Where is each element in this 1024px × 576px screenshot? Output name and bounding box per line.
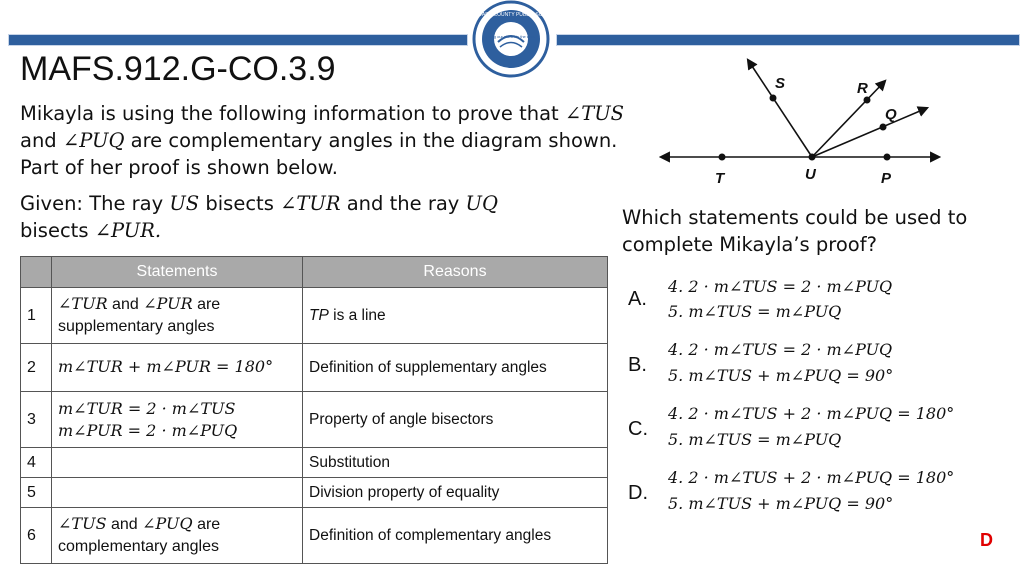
statement-math: m∠TUR + m∠PUR = 180° — [58, 357, 274, 376]
ray-ur — [812, 81, 885, 157]
intro-part: are complementary angles in the diagram shown. Part of her proof is shown below. — [20, 129, 618, 179]
table-row — [21, 478, 608, 508]
option-d-line2[interactable]: 5. m∠TUS + m∠PUQ = 90° — [668, 494, 894, 513]
row-statement — [52, 392, 303, 448]
label-q: Q — [885, 106, 897, 123]
given-angle-tur: ∠TUR — [280, 192, 341, 215]
option-b-line2[interactable]: 5. m∠TUS + m∠PUQ = 90° — [668, 366, 894, 385]
row-reason: Substitution — [303, 448, 608, 478]
row-reason — [303, 288, 608, 344]
table-row — [21, 508, 608, 564]
point-s — [770, 95, 777, 102]
statement-math: ∠TUR — [58, 294, 108, 313]
row-reason: Definition of complementary angles — [303, 508, 608, 564]
row-reason: Definition of supplementary angles — [303, 344, 608, 392]
header-bar-left — [8, 34, 468, 46]
given-part: bisects — [20, 219, 95, 242]
reason-text: is a line — [328, 306, 386, 324]
point-q — [880, 124, 887, 131]
point-t — [719, 154, 726, 161]
seal-motto: giving our students the world — [485, 34, 537, 39]
header-statements: Statements — [52, 257, 303, 288]
label-t: T — [715, 170, 725, 187]
intro-part: and — [20, 129, 63, 152]
option-c-line1[interactable]: 4. 2 · m∠TUS + 2 · m∠PUQ = 180° — [668, 404, 955, 423]
ray-uq — [812, 108, 927, 157]
row-number: 1 — [21, 288, 52, 344]
statement-math: ∠TUS — [58, 514, 107, 533]
row-statement — [52, 508, 303, 564]
intro-text — [20, 100, 630, 181]
table-row — [21, 392, 608, 448]
option-b-letter[interactable]: B. — [628, 354, 647, 376]
question-text: Which statements could be used to complete Mikayla’s proof? — [622, 206, 968, 256]
point-p — [884, 154, 891, 161]
option-d-letter[interactable]: D. — [628, 482, 648, 504]
table-row — [21, 448, 608, 478]
option-c-line2[interactable]: 5. m∠TUS = m∠PUQ — [668, 430, 842, 449]
statement-text: and — [107, 296, 144, 313]
school-seal-logo — [462, 0, 560, 78]
option-a-letter[interactable]: A. — [628, 288, 647, 310]
row-number: 2 — [21, 344, 52, 392]
given-part: and the ray — [340, 192, 466, 215]
header-bar-right — [556, 34, 1020, 46]
table-row — [21, 288, 608, 344]
answer-key: D — [980, 530, 993, 550]
given-part: bisects — [199, 192, 281, 215]
row-reason: Property of angle bisectors — [303, 392, 608, 448]
row-statement — [52, 288, 303, 344]
label-p: P — [881, 170, 892, 187]
label-r: R — [857, 80, 868, 97]
table-row — [21, 344, 608, 392]
intro-angle-puq: ∠PUQ — [62, 129, 125, 152]
given-angle-pur: ∠PUR. — [94, 219, 162, 242]
reason-line-name: TP — [309, 306, 329, 324]
proof-table-header — [21, 257, 608, 288]
label-u: U — [805, 166, 816, 183]
angle-diagram — [655, 55, 945, 190]
intro-part: Mikayla is using the following information to prove that — [20, 102, 565, 125]
row-statement-blank — [52, 448, 303, 478]
option-d-line1[interactable]: 4. 2 · m∠TUS + 2 · m∠PUQ = 180° — [668, 468, 955, 487]
statement-text: and — [106, 516, 143, 533]
given-ray-us: US — [169, 192, 200, 215]
given-ray-uq: UQ — [465, 192, 498, 215]
proof-table — [20, 256, 608, 564]
point-u — [809, 154, 816, 161]
header-number — [21, 257, 52, 288]
row-number: 3 — [21, 392, 52, 448]
page-title: MAFS.912.G-CO.3.9 — [20, 50, 336, 88]
row-number: 6 — [21, 508, 52, 564]
seal-text: MIAMI-DADE COUNTY PUBLIC SCHOOLS — [462, 12, 560, 18]
given-part: Given: The ray — [20, 192, 170, 215]
statement-math: m∠PUR = 2 · m∠PUQ — [58, 420, 238, 440]
header-reasons: Reasons — [303, 257, 608, 288]
option-a-line2[interactable]: 5. m∠TUS = m∠PUQ — [668, 302, 842, 321]
option-b-line1[interactable]: 4. 2 · m∠TUS = 2 · m∠PUQ — [668, 340, 893, 359]
row-statement-blank — [52, 478, 303, 508]
option-c-letter[interactable]: C. — [628, 418, 648, 440]
point-r — [864, 97, 871, 104]
given-text — [20, 190, 620, 244]
statement-text: are complementary angles — [58, 516, 221, 555]
row-number: 4 — [21, 448, 52, 478]
row-number: 5 — [21, 478, 52, 508]
statement-text: are supplementary angles — [58, 296, 221, 335]
label-s: S — [775, 75, 786, 92]
option-a-line1[interactable]: 4. 2 · m∠TUS = 2 · m∠PUQ — [668, 277, 893, 296]
row-statement — [52, 344, 303, 392]
statement-math: ∠PUR — [143, 294, 193, 313]
row-reason: Division property of equality — [303, 478, 608, 508]
intro-angle-tus: ∠TUS — [564, 102, 625, 125]
statement-math: ∠PUQ — [142, 514, 193, 533]
statement-math: m∠TUR = 2 · m∠TUS — [58, 398, 236, 418]
